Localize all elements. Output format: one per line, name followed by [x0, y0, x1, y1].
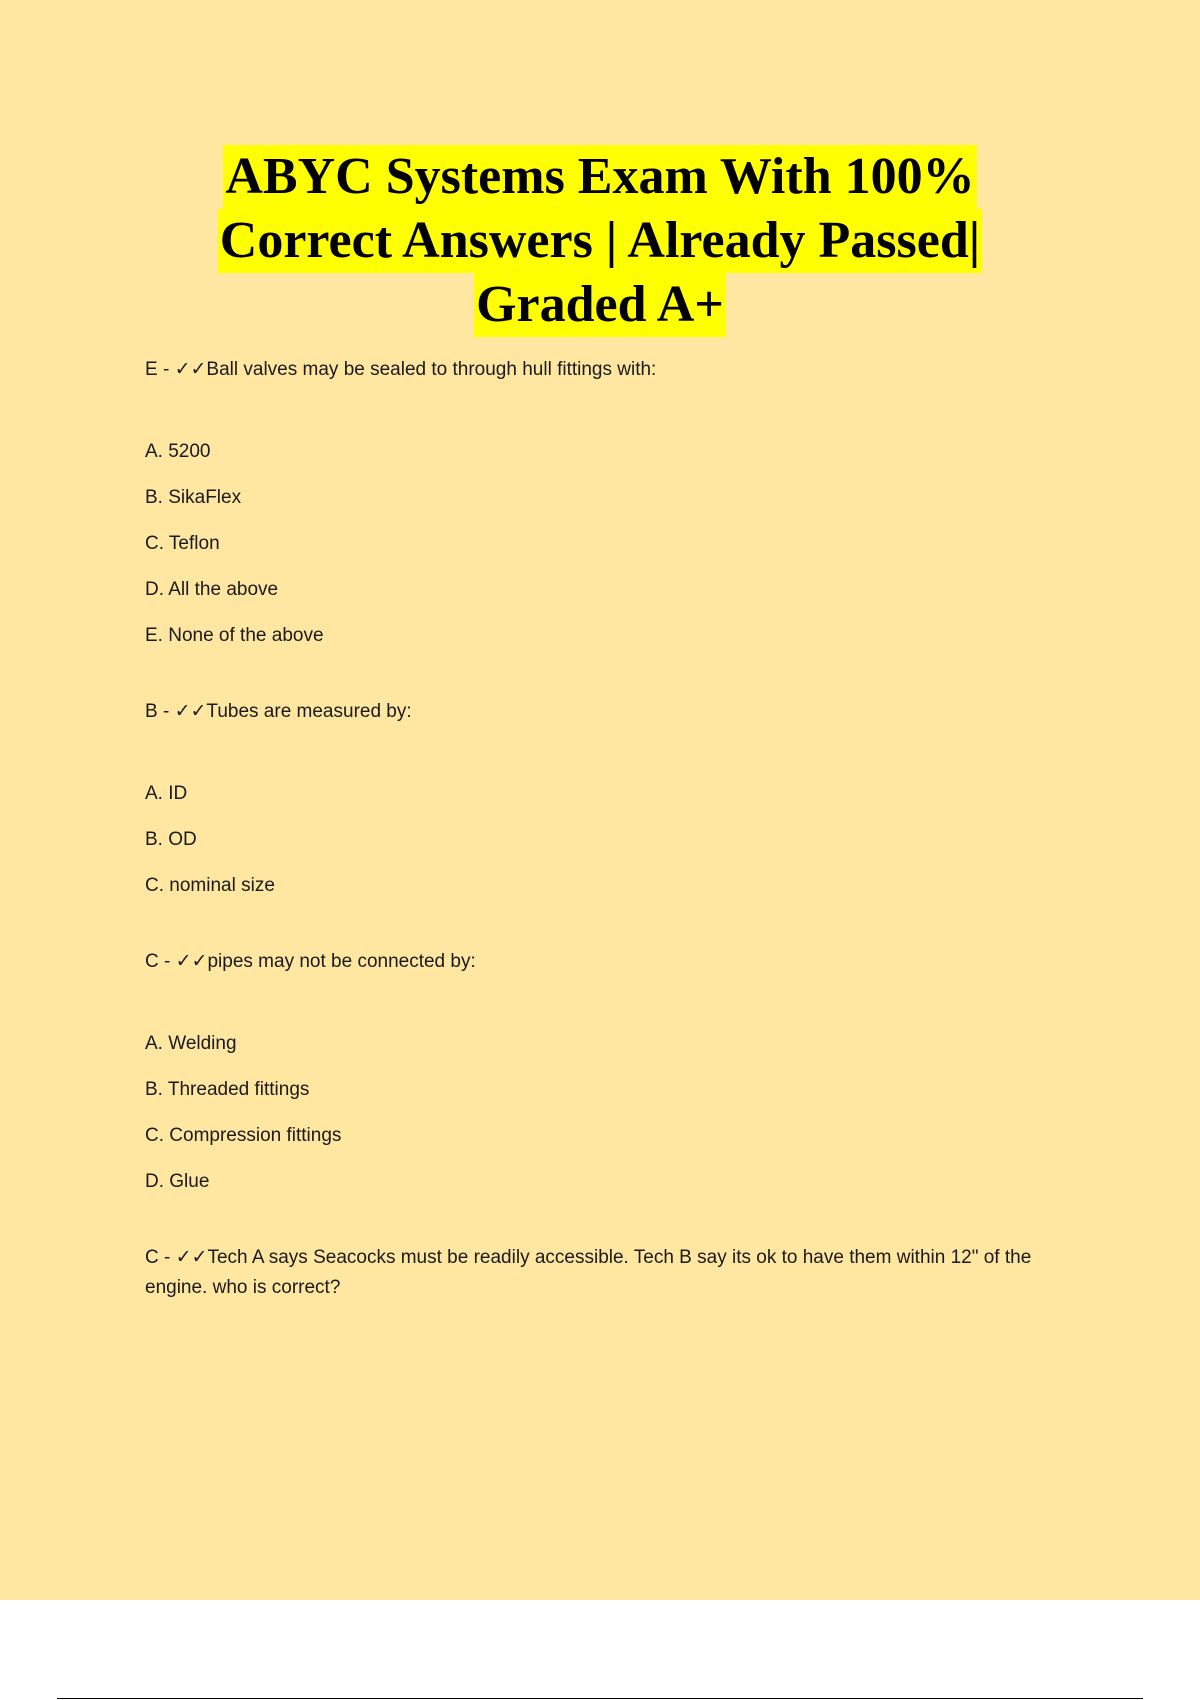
- answer-separator: -: [158, 951, 176, 972]
- question-text: [145, 697, 1085, 727]
- question-text: [145, 355, 1085, 385]
- question-list: [145, 355, 1085, 1349]
- question-prompt: Tubes are measured by:: [206, 701, 412, 722]
- answer-separator: -: [157, 359, 175, 380]
- option-list: [145, 779, 1085, 901]
- question-block: [145, 355, 1085, 651]
- option-item: E. None of the above: [145, 625, 324, 646]
- check-mark-icon: ✓✓: [174, 359, 207, 380]
- answer-key: E: [145, 359, 158, 380]
- option-item: C. Teflon: [145, 533, 220, 554]
- option-item: D. All the above: [145, 579, 279, 600]
- title-line: Graded A+: [474, 273, 726, 337]
- title-line: ABYC Systems Exam With 100%: [223, 145, 976, 209]
- check-mark-icon: ✓✓: [175, 951, 208, 972]
- question-prompt: pipes may not be connected by:: [207, 951, 476, 972]
- option-list: [145, 437, 1085, 651]
- option-item: B. SikaFlex: [145, 487, 242, 508]
- question-prompt: Ball valves may be sealed to through hull fittings with:: [206, 359, 657, 380]
- option-item: A. 5200: [145, 441, 211, 462]
- option-item: A. Welding: [145, 1033, 237, 1054]
- option-list: [145, 1029, 1085, 1197]
- answer-key: C: [145, 951, 159, 972]
- option-item: B. Threaded fittings: [145, 1079, 310, 1100]
- answer-key: C: [145, 1247, 159, 1268]
- question-prompt: Tech A says Seacocks must be readily accessible. Tech B say its ok to have them within 12" of the engine. who is correct?: [145, 1247, 1032, 1298]
- option-item: C. nominal size: [145, 875, 275, 896]
- question-block: [145, 947, 1085, 1197]
- answer-separator: -: [157, 701, 175, 722]
- answer-key: B: [145, 701, 158, 722]
- document-title: [0, 145, 1200, 337]
- check-mark-icon: ✓✓: [175, 1247, 208, 1268]
- answer-separator: -: [158, 1247, 176, 1268]
- option-item: A. ID: [145, 783, 188, 804]
- question-text: [145, 1243, 1085, 1303]
- option-item: B. OD: [145, 829, 197, 850]
- option-item: C. Compression fittings: [145, 1125, 342, 1146]
- footer-divider: [57, 1698, 1143, 1699]
- question-block: [145, 697, 1085, 901]
- title-line: Correct Answers | Already Passed|: [218, 209, 982, 273]
- question-text: [145, 947, 1085, 977]
- question-block: [145, 1243, 1085, 1303]
- check-mark-icon: ✓✓: [174, 701, 207, 722]
- option-item: D. Glue: [145, 1171, 210, 1192]
